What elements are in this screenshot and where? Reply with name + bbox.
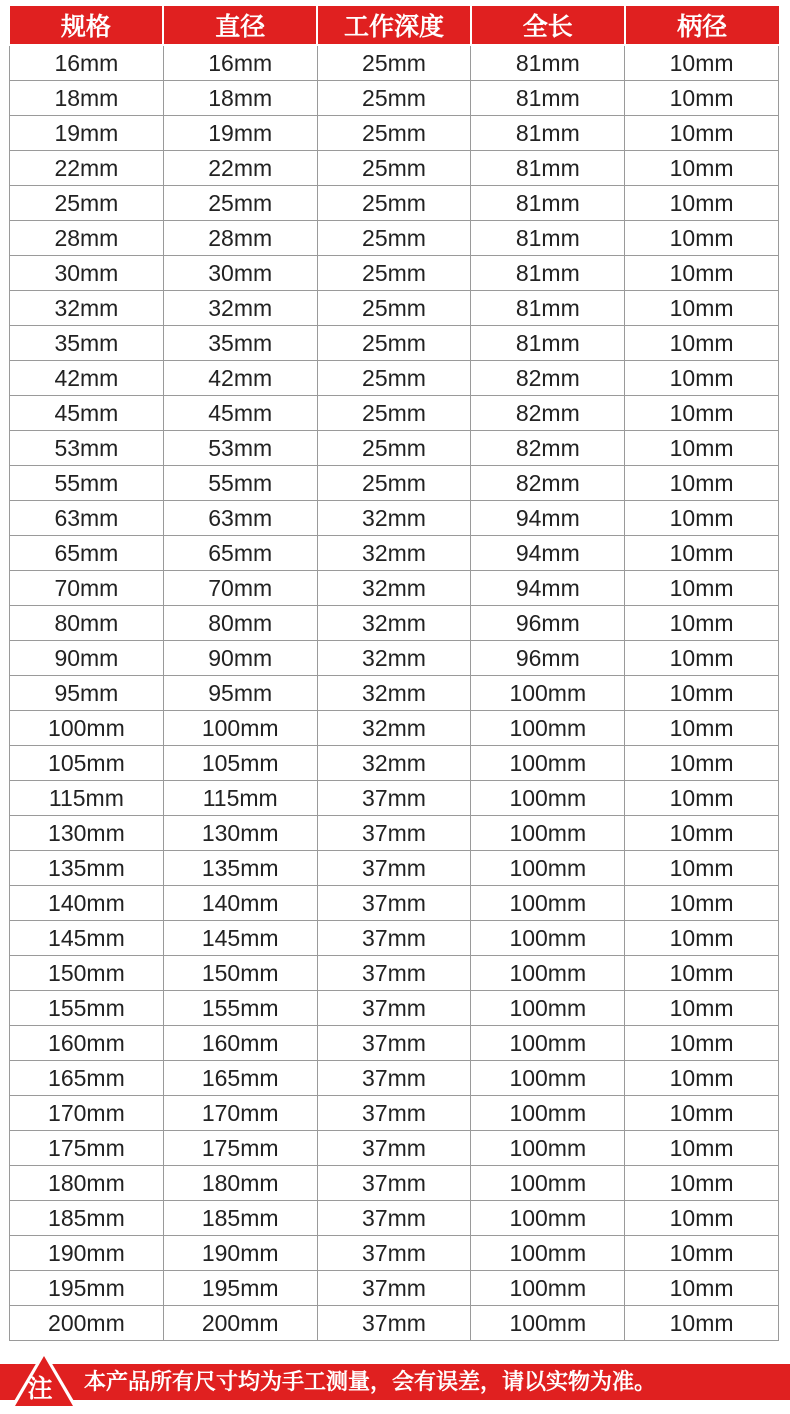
table-cell: 10mm: [625, 816, 779, 851]
table-cell: 195mm: [10, 1271, 164, 1306]
table-cell: 10mm: [625, 1236, 779, 1271]
table-cell: 190mm: [10, 1236, 164, 1271]
table-cell: 180mm: [10, 1166, 164, 1201]
table-cell: 37mm: [317, 1096, 471, 1131]
table-cell: 32mm: [317, 606, 471, 641]
table-cell: 25mm: [317, 326, 471, 361]
table-row: [10, 431, 779, 466]
table-cell: 25mm: [317, 45, 471, 81]
table-cell: 10mm: [625, 641, 779, 676]
table-cell: 10mm: [625, 571, 779, 606]
table-cell: 10mm: [625, 606, 779, 641]
column-header: 工作深度: [317, 6, 471, 45]
table-cell: 37mm: [317, 816, 471, 851]
table-row: [10, 886, 779, 921]
table-cell: 37mm: [317, 921, 471, 956]
table-cell: 82mm: [471, 396, 625, 431]
note-bar: [0, 1360, 790, 1414]
table-cell: 80mm: [10, 606, 164, 641]
table-cell: 100mm: [471, 1166, 625, 1201]
table-cell: 180mm: [163, 1166, 317, 1201]
table-cell: 18mm: [163, 81, 317, 116]
table-cell: 81mm: [471, 151, 625, 186]
table-cell: 100mm: [163, 711, 317, 746]
table-cell: 10mm: [625, 221, 779, 256]
column-header: 柄径: [625, 6, 779, 45]
table-cell: 25mm: [317, 151, 471, 186]
table-row: [10, 956, 779, 991]
table-row: [10, 536, 779, 571]
table-cell: 55mm: [163, 466, 317, 501]
table-cell: 100mm: [471, 851, 625, 886]
table-cell: 100mm: [471, 1061, 625, 1096]
table-cell: 25mm: [317, 396, 471, 431]
table-cell: 81mm: [471, 116, 625, 151]
table-cell: 135mm: [10, 851, 164, 886]
table-cell: 100mm: [471, 991, 625, 1026]
table-cell: 155mm: [163, 991, 317, 1026]
table-cell: 95mm: [163, 676, 317, 711]
table-cell: 170mm: [163, 1096, 317, 1131]
table-cell: 42mm: [163, 361, 317, 396]
table-cell: 35mm: [163, 326, 317, 361]
table-cell: 16mm: [10, 45, 164, 81]
table-cell: 81mm: [471, 186, 625, 221]
table-cell: 100mm: [471, 956, 625, 991]
table-row: [10, 1061, 779, 1096]
table-row: [10, 921, 779, 956]
note-mark: 注: [27, 1375, 53, 1403]
table-cell: 70mm: [10, 571, 164, 606]
table-cell: 96mm: [471, 606, 625, 641]
table-cell: 10mm: [625, 851, 779, 886]
table-cell: 25mm: [163, 186, 317, 221]
table-cell: 100mm: [471, 1201, 625, 1236]
table-cell: 37mm: [317, 1306, 471, 1341]
table-cell: 32mm: [317, 501, 471, 536]
spec-table-header: [10, 6, 779, 45]
table-cell: 32mm: [317, 676, 471, 711]
table-cell: 37mm: [317, 781, 471, 816]
table-row: [10, 1096, 779, 1131]
table-cell: 81mm: [471, 326, 625, 361]
table-cell: 100mm: [471, 1131, 625, 1166]
table-cell: 10mm: [625, 711, 779, 746]
table-cell: 10mm: [625, 746, 779, 781]
table-cell: 32mm: [10, 291, 164, 326]
table-cell: 10mm: [625, 1026, 779, 1061]
table-cell: 35mm: [10, 326, 164, 361]
table-row: [10, 501, 779, 536]
table-cell: 160mm: [163, 1026, 317, 1061]
table-cell: 63mm: [163, 501, 317, 536]
table-cell: 82mm: [471, 361, 625, 396]
table-cell: 195mm: [163, 1271, 317, 1306]
table-cell: 81mm: [471, 291, 625, 326]
table-cell: 96mm: [471, 641, 625, 676]
table-cell: 25mm: [317, 186, 471, 221]
table-cell: 10mm: [625, 501, 779, 536]
table-row: [10, 466, 779, 501]
table-cell: 100mm: [471, 816, 625, 851]
table-cell: 130mm: [10, 816, 164, 851]
table-cell: 37mm: [317, 991, 471, 1026]
table-row: [10, 816, 779, 851]
table-row: [10, 396, 779, 431]
table-cell: 32mm: [317, 571, 471, 606]
table-cell: 37mm: [317, 1271, 471, 1306]
table-cell: 37mm: [317, 1026, 471, 1061]
table-cell: 100mm: [471, 1306, 625, 1341]
table-cell: 10mm: [625, 921, 779, 956]
table-cell: 10mm: [625, 186, 779, 221]
table-cell: 81mm: [471, 256, 625, 291]
table-cell: 25mm: [317, 291, 471, 326]
table-cell: 10mm: [625, 291, 779, 326]
table-row: [10, 851, 779, 886]
table-cell: 25mm: [317, 116, 471, 151]
table-cell: 37mm: [317, 1131, 471, 1166]
table-cell: 155mm: [10, 991, 164, 1026]
table-cell: 10mm: [625, 1096, 779, 1131]
table-cell: 100mm: [471, 1096, 625, 1131]
table-row: [10, 361, 779, 396]
table-cell: 10mm: [625, 676, 779, 711]
table-cell: 105mm: [10, 746, 164, 781]
column-header: 全长: [471, 6, 625, 45]
table-cell: 32mm: [317, 536, 471, 571]
table-cell: 94mm: [471, 536, 625, 571]
table-cell: 100mm: [471, 921, 625, 956]
table-cell: 81mm: [471, 81, 625, 116]
table-cell: 82mm: [471, 431, 625, 466]
table-row: [10, 571, 779, 606]
table-row: [10, 221, 779, 256]
table-row: [10, 781, 779, 816]
table-cell: 45mm: [10, 396, 164, 431]
table-cell: 100mm: [471, 1271, 625, 1306]
table-cell: 10mm: [625, 956, 779, 991]
table-cell: 37mm: [317, 1236, 471, 1271]
table-cell: 63mm: [10, 501, 164, 536]
table-cell: 185mm: [163, 1201, 317, 1236]
table-row: [10, 291, 779, 326]
table-cell: 81mm: [471, 45, 625, 81]
table-cell: 100mm: [471, 746, 625, 781]
table-cell: 25mm: [317, 361, 471, 396]
table-cell: 94mm: [471, 571, 625, 606]
table-row: [10, 1271, 779, 1306]
table-cell: 150mm: [10, 956, 164, 991]
table-row: [10, 1026, 779, 1061]
table-cell: 100mm: [471, 1236, 625, 1271]
table-cell: 165mm: [10, 1061, 164, 1096]
column-header: 规格: [10, 6, 164, 45]
table-cell: 10mm: [625, 1271, 779, 1306]
table-cell: 10mm: [625, 396, 779, 431]
table-cell: 37mm: [317, 851, 471, 886]
table-cell: 10mm: [625, 1201, 779, 1236]
table-cell: 145mm: [163, 921, 317, 956]
table-cell: 175mm: [163, 1131, 317, 1166]
table-cell: 100mm: [471, 886, 625, 921]
table-cell: 90mm: [10, 641, 164, 676]
table-cell: 30mm: [163, 256, 317, 291]
table-cell: 140mm: [163, 886, 317, 921]
table-cell: 185mm: [10, 1201, 164, 1236]
table-cell: 10mm: [625, 1306, 779, 1341]
table-cell: 18mm: [10, 81, 164, 116]
table-row: [10, 1201, 779, 1236]
table-cell: 170mm: [10, 1096, 164, 1131]
table-cell: 10mm: [625, 1166, 779, 1201]
table-cell: 10mm: [625, 1061, 779, 1096]
table-cell: 45mm: [163, 396, 317, 431]
table-cell: 22mm: [163, 151, 317, 186]
table-cell: 10mm: [625, 326, 779, 361]
table-cell: 115mm: [10, 781, 164, 816]
table-cell: 175mm: [10, 1131, 164, 1166]
table-cell: 25mm: [317, 466, 471, 501]
table-cell: 105mm: [163, 746, 317, 781]
table-cell: 53mm: [163, 431, 317, 466]
table-row: [10, 186, 779, 221]
note-text: 本产品所有尺寸均为手工测量，会有误差，请以实物为准。: [84, 1369, 657, 1394]
table-row: [10, 746, 779, 781]
table-cell: 135mm: [163, 851, 317, 886]
spec-table: [9, 6, 779, 1341]
table-cell: 10mm: [625, 116, 779, 151]
table-row: [10, 45, 779, 81]
table-cell: 10mm: [625, 431, 779, 466]
table-cell: 55mm: [10, 466, 164, 501]
table-cell: 25mm: [317, 81, 471, 116]
table-row: [10, 1131, 779, 1166]
table-cell: 22mm: [10, 151, 164, 186]
table-cell: 30mm: [10, 256, 164, 291]
table-cell: 82mm: [471, 466, 625, 501]
table-cell: 80mm: [163, 606, 317, 641]
table-row: [10, 81, 779, 116]
table-cell: 81mm: [471, 221, 625, 256]
table-cell: 130mm: [163, 816, 317, 851]
table-cell: 150mm: [163, 956, 317, 991]
table-row: [10, 1166, 779, 1201]
table-row: [10, 676, 779, 711]
table-cell: 19mm: [10, 116, 164, 151]
table-cell: 10mm: [625, 45, 779, 81]
table-cell: 37mm: [317, 1166, 471, 1201]
table-cell: 16mm: [163, 45, 317, 81]
table-cell: 145mm: [10, 921, 164, 956]
table-cell: 37mm: [317, 1061, 471, 1096]
table-cell: 53mm: [10, 431, 164, 466]
table-cell: 10mm: [625, 361, 779, 396]
table-cell: 100mm: [471, 676, 625, 711]
table-cell: 140mm: [10, 886, 164, 921]
table-cell: 65mm: [163, 536, 317, 571]
table-cell: 25mm: [317, 256, 471, 291]
table-cell: 95mm: [10, 676, 164, 711]
table-cell: 10mm: [625, 256, 779, 291]
table-cell: 94mm: [471, 501, 625, 536]
table-cell: 10mm: [625, 536, 779, 571]
table-cell: 37mm: [317, 956, 471, 991]
table-cell: 25mm: [10, 186, 164, 221]
table-cell: 165mm: [163, 1061, 317, 1096]
table-row: [10, 991, 779, 1026]
table-cell: 10mm: [625, 886, 779, 921]
table-cell: 10mm: [625, 466, 779, 501]
table-cell: 200mm: [163, 1306, 317, 1341]
table-cell: 28mm: [10, 221, 164, 256]
table-cell: 100mm: [471, 1026, 625, 1061]
table-cell: 32mm: [317, 746, 471, 781]
table-cell: 115mm: [163, 781, 317, 816]
table-cell: 37mm: [317, 886, 471, 921]
table-cell: 100mm: [471, 781, 625, 816]
table-row: [10, 151, 779, 186]
table-cell: 32mm: [163, 291, 317, 326]
table-row: [10, 1306, 779, 1341]
spec-table-body: [10, 45, 779, 1341]
table-cell: 25mm: [317, 221, 471, 256]
table-cell: 200mm: [10, 1306, 164, 1341]
table-cell: 100mm: [10, 711, 164, 746]
table-cell: 32mm: [317, 711, 471, 746]
table-row: [10, 606, 779, 641]
table-row: [10, 116, 779, 151]
table-row: [10, 711, 779, 746]
table-cell: 10mm: [625, 151, 779, 186]
table-cell: 100mm: [471, 711, 625, 746]
table-cell: 90mm: [163, 641, 317, 676]
table-row: [10, 1236, 779, 1271]
table-row: [10, 256, 779, 291]
table-cell: 190mm: [163, 1236, 317, 1271]
table-cell: 28mm: [163, 221, 317, 256]
table-cell: 37mm: [317, 1201, 471, 1236]
table-cell: 42mm: [10, 361, 164, 396]
table-cell: 10mm: [625, 781, 779, 816]
table-cell: 70mm: [163, 571, 317, 606]
table-cell: 10mm: [625, 991, 779, 1026]
table-cell: 10mm: [625, 81, 779, 116]
table-cell: 19mm: [163, 116, 317, 151]
table-cell: 65mm: [10, 536, 164, 571]
header-row: [10, 6, 779, 45]
table-cell: 32mm: [317, 641, 471, 676]
column-header: 直径: [163, 6, 317, 45]
table-row: [10, 326, 779, 361]
table-row: [10, 641, 779, 676]
table-cell: 160mm: [10, 1026, 164, 1061]
table-cell: 25mm: [317, 431, 471, 466]
table-cell: 10mm: [625, 1131, 779, 1166]
